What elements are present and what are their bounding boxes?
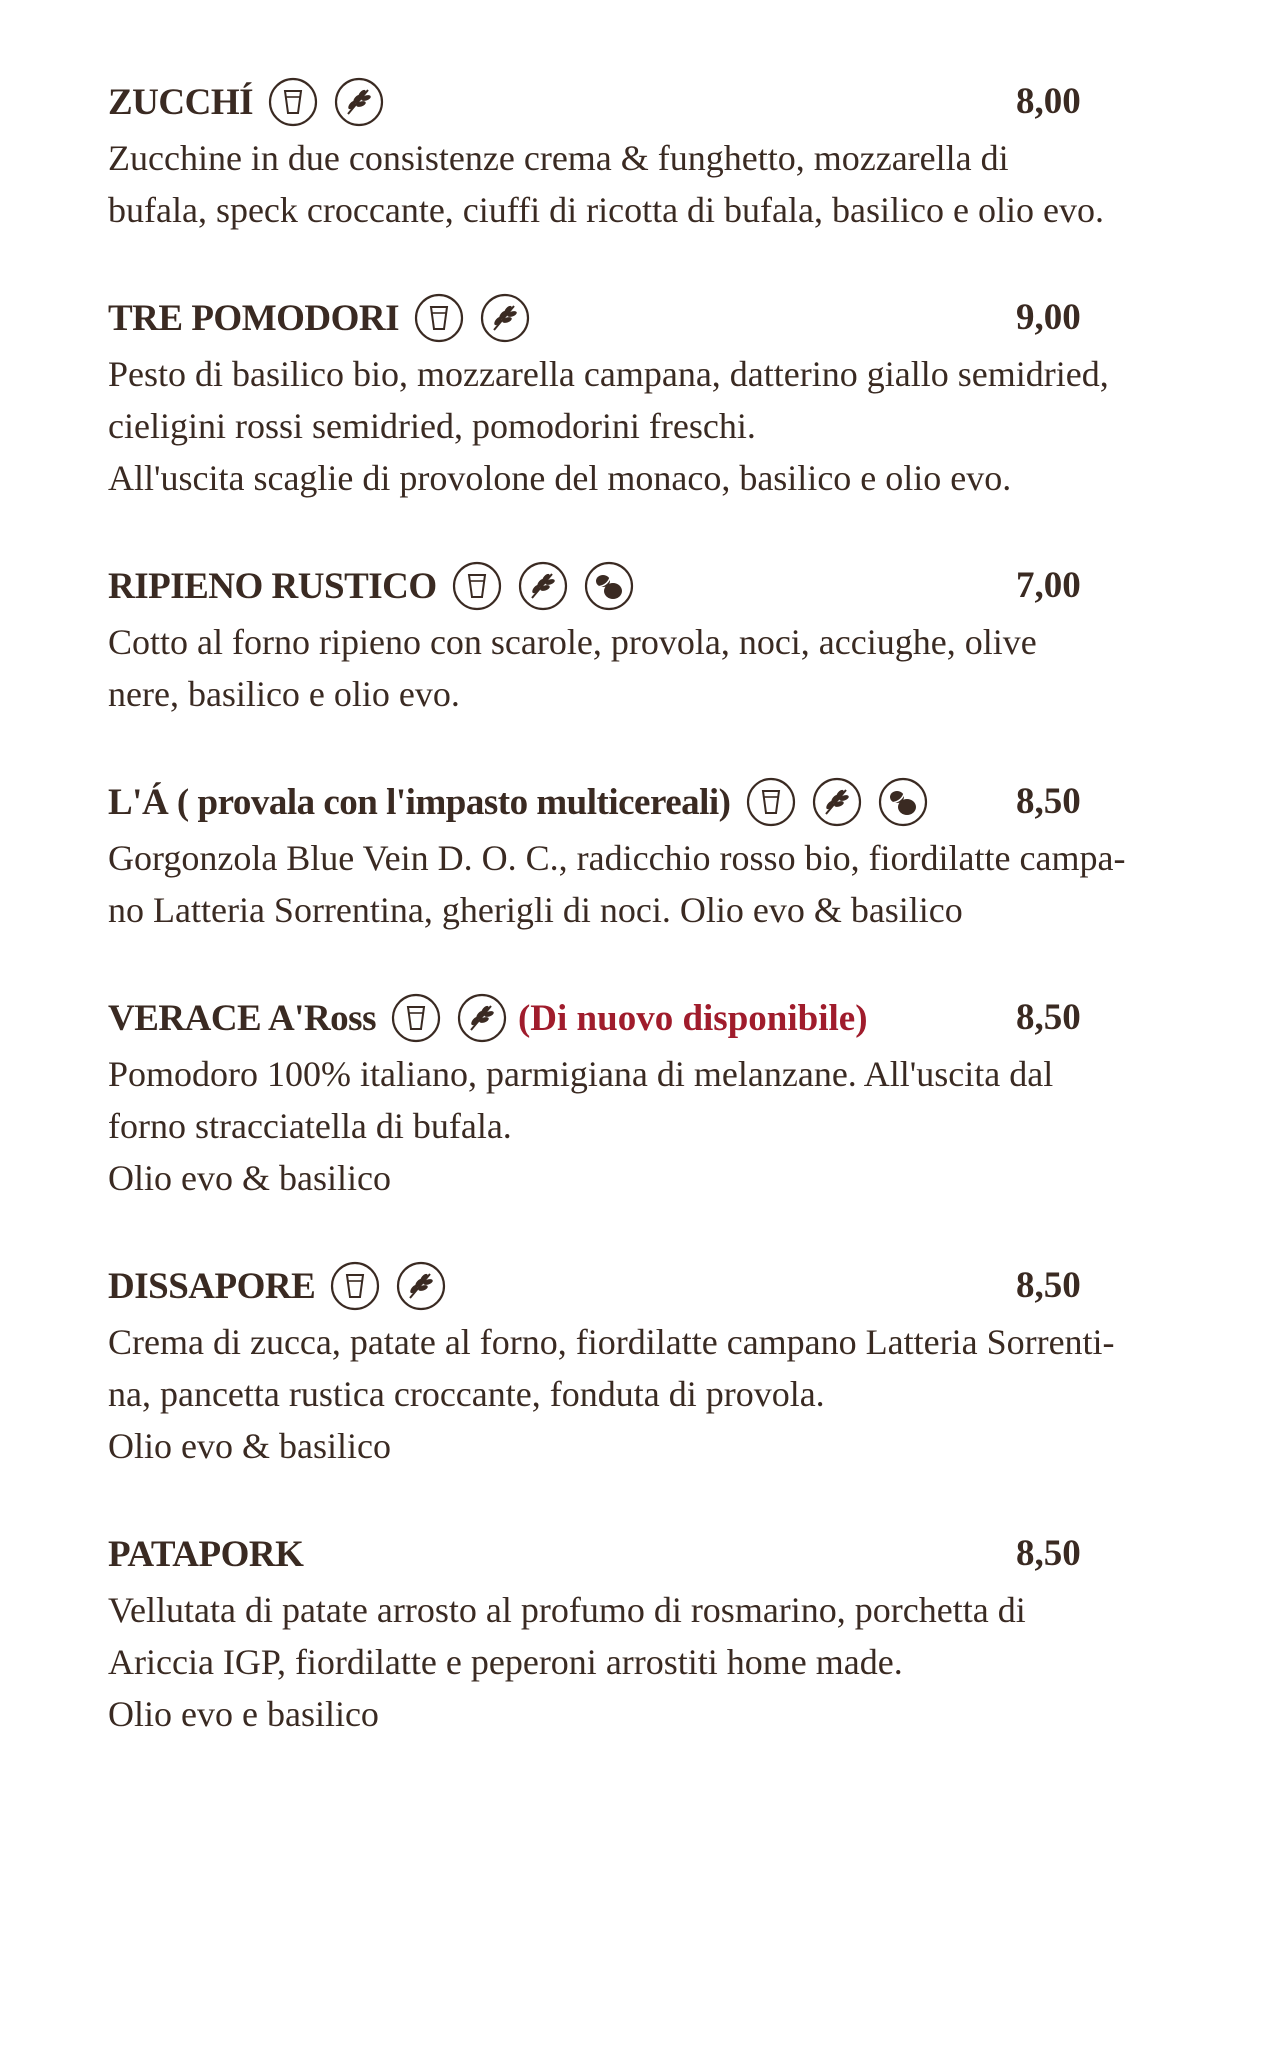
allergen-icons (451, 560, 649, 612)
item-description (108, 832, 1178, 936)
lactose-free-icon (451, 560, 503, 612)
allergen-icons (413, 292, 545, 344)
nuts-icon (877, 776, 929, 828)
lactose-free-icon (745, 776, 797, 828)
menu-item-ripieno-rustico (108, 556, 1188, 720)
menu-item-zucchi (108, 72, 1188, 236)
menu-list (108, 72, 1188, 1792)
description-line: Olio evo & basilico (108, 1158, 391, 1198)
menu-item-header (108, 556, 1188, 616)
gluten-free-icon (517, 560, 569, 612)
allergen-icons (745, 776, 943, 828)
menu-item-dissapore (108, 1256, 1188, 1472)
description-line: Vellutata di patate arrosto al profumo di rosmarino, porchetta di (108, 1590, 1026, 1630)
item-price: 8,50 (1016, 781, 1081, 822)
description-line: Olio evo e basilico (108, 1694, 379, 1734)
menu-item-tre-pomodori (108, 288, 1188, 504)
description-line: Olio evo & basilico (108, 1426, 391, 1466)
item-price: 8,00 (1016, 81, 1081, 122)
item-description (108, 1048, 1178, 1204)
lactose-free-icon (413, 292, 465, 344)
item-name: PATAPORK (108, 1533, 304, 1575)
description-line: Ariccia IGP, fiordilatte e peperoni arrostiti home made. (108, 1642, 903, 1682)
menu-item-header (108, 772, 1188, 832)
menu-item-header (108, 1524, 1188, 1584)
lactose-free-icon (267, 76, 319, 128)
gluten-free-icon (456, 992, 508, 1044)
menu-item-header (108, 988, 1188, 1048)
gluten-free-icon (333, 76, 385, 128)
menu-item-la (108, 772, 1188, 936)
item-description (108, 1584, 1178, 1740)
item-description (108, 1316, 1178, 1472)
item-price: 8,50 (1016, 1533, 1081, 1574)
allergen-icons (267, 76, 399, 128)
description-line: Crema di zucca, patate al forno, fiordilatte campano Latteria Sorrenti- (108, 1322, 1115, 1362)
menu-item-patapork (108, 1524, 1188, 1740)
description-line: Gorgonzola Blue Vein D. O. C., radicchio rosso bio, fiordilatte campa- (108, 838, 1126, 878)
description-line: All'uscita scaglie di provolone del monaco, basilico e olio evo. (108, 458, 1012, 498)
item-name: DISSAPORE (108, 1265, 316, 1307)
description-line: Pesto di basilico bio, mozzarella campana, datterino giallo semidried, (108, 354, 1109, 394)
description-line: bufala, speck croccante, ciuffi di ricotta di bufala, basilico e olio evo. (108, 190, 1104, 230)
item-name: VERACE A'Ross (108, 997, 376, 1039)
item-name: TRE POMODORI (108, 297, 400, 339)
lactose-free-icon (329, 1260, 381, 1312)
description-line: Cotto al forno ripieno con scarole, provola, noci, acciughe, olive (108, 622, 1037, 662)
description-line: cieligini rossi semidried, pomodorini freschi. (108, 406, 756, 446)
menu-item-header (108, 288, 1188, 348)
item-description (108, 132, 1178, 236)
allergen-icons (390, 992, 522, 1044)
lactose-free-icon (390, 992, 442, 1044)
description-line: Zucchine in due consistenze crema & funghetto, mozzarella di (108, 138, 1009, 178)
nuts-icon (583, 560, 635, 612)
description-line: forno stracciatella di bufala. (108, 1106, 512, 1146)
description-line: no Latteria Sorrentina, gherigli di noci. Olio evo & basilico (108, 890, 963, 930)
menu-item-header (108, 72, 1188, 132)
item-description (108, 616, 1178, 720)
gluten-free-icon (395, 1260, 447, 1312)
item-price: 8,50 (1016, 1265, 1081, 1306)
description-line: nere, basilico e olio evo. (108, 674, 460, 714)
item-name: L'Á ( provala con l'impasto multicereali) (108, 781, 731, 823)
item-description (108, 348, 1178, 504)
menu-item-header (108, 1256, 1188, 1316)
item-name: RIPIENO RUSTICO (108, 565, 437, 607)
item-name: ZUCCHÍ (108, 81, 254, 123)
gluten-free-icon (811, 776, 863, 828)
description-line: na, pancetta rustica croccante, fonduta di provola. (108, 1374, 825, 1414)
description-line: Pomodoro 100% italiano, parmigiana di melanzane. All'uscita dal (108, 1054, 1054, 1094)
menu-item-verace (108, 988, 1188, 1204)
allergen-icons (329, 1260, 461, 1312)
item-price: 9,00 (1016, 297, 1081, 338)
gluten-free-icon (479, 292, 531, 344)
availability-note: (Di nuovo disponibile) (517, 997, 868, 1039)
item-price: 8,50 (1016, 997, 1081, 1038)
item-price: 7,00 (1016, 565, 1081, 606)
